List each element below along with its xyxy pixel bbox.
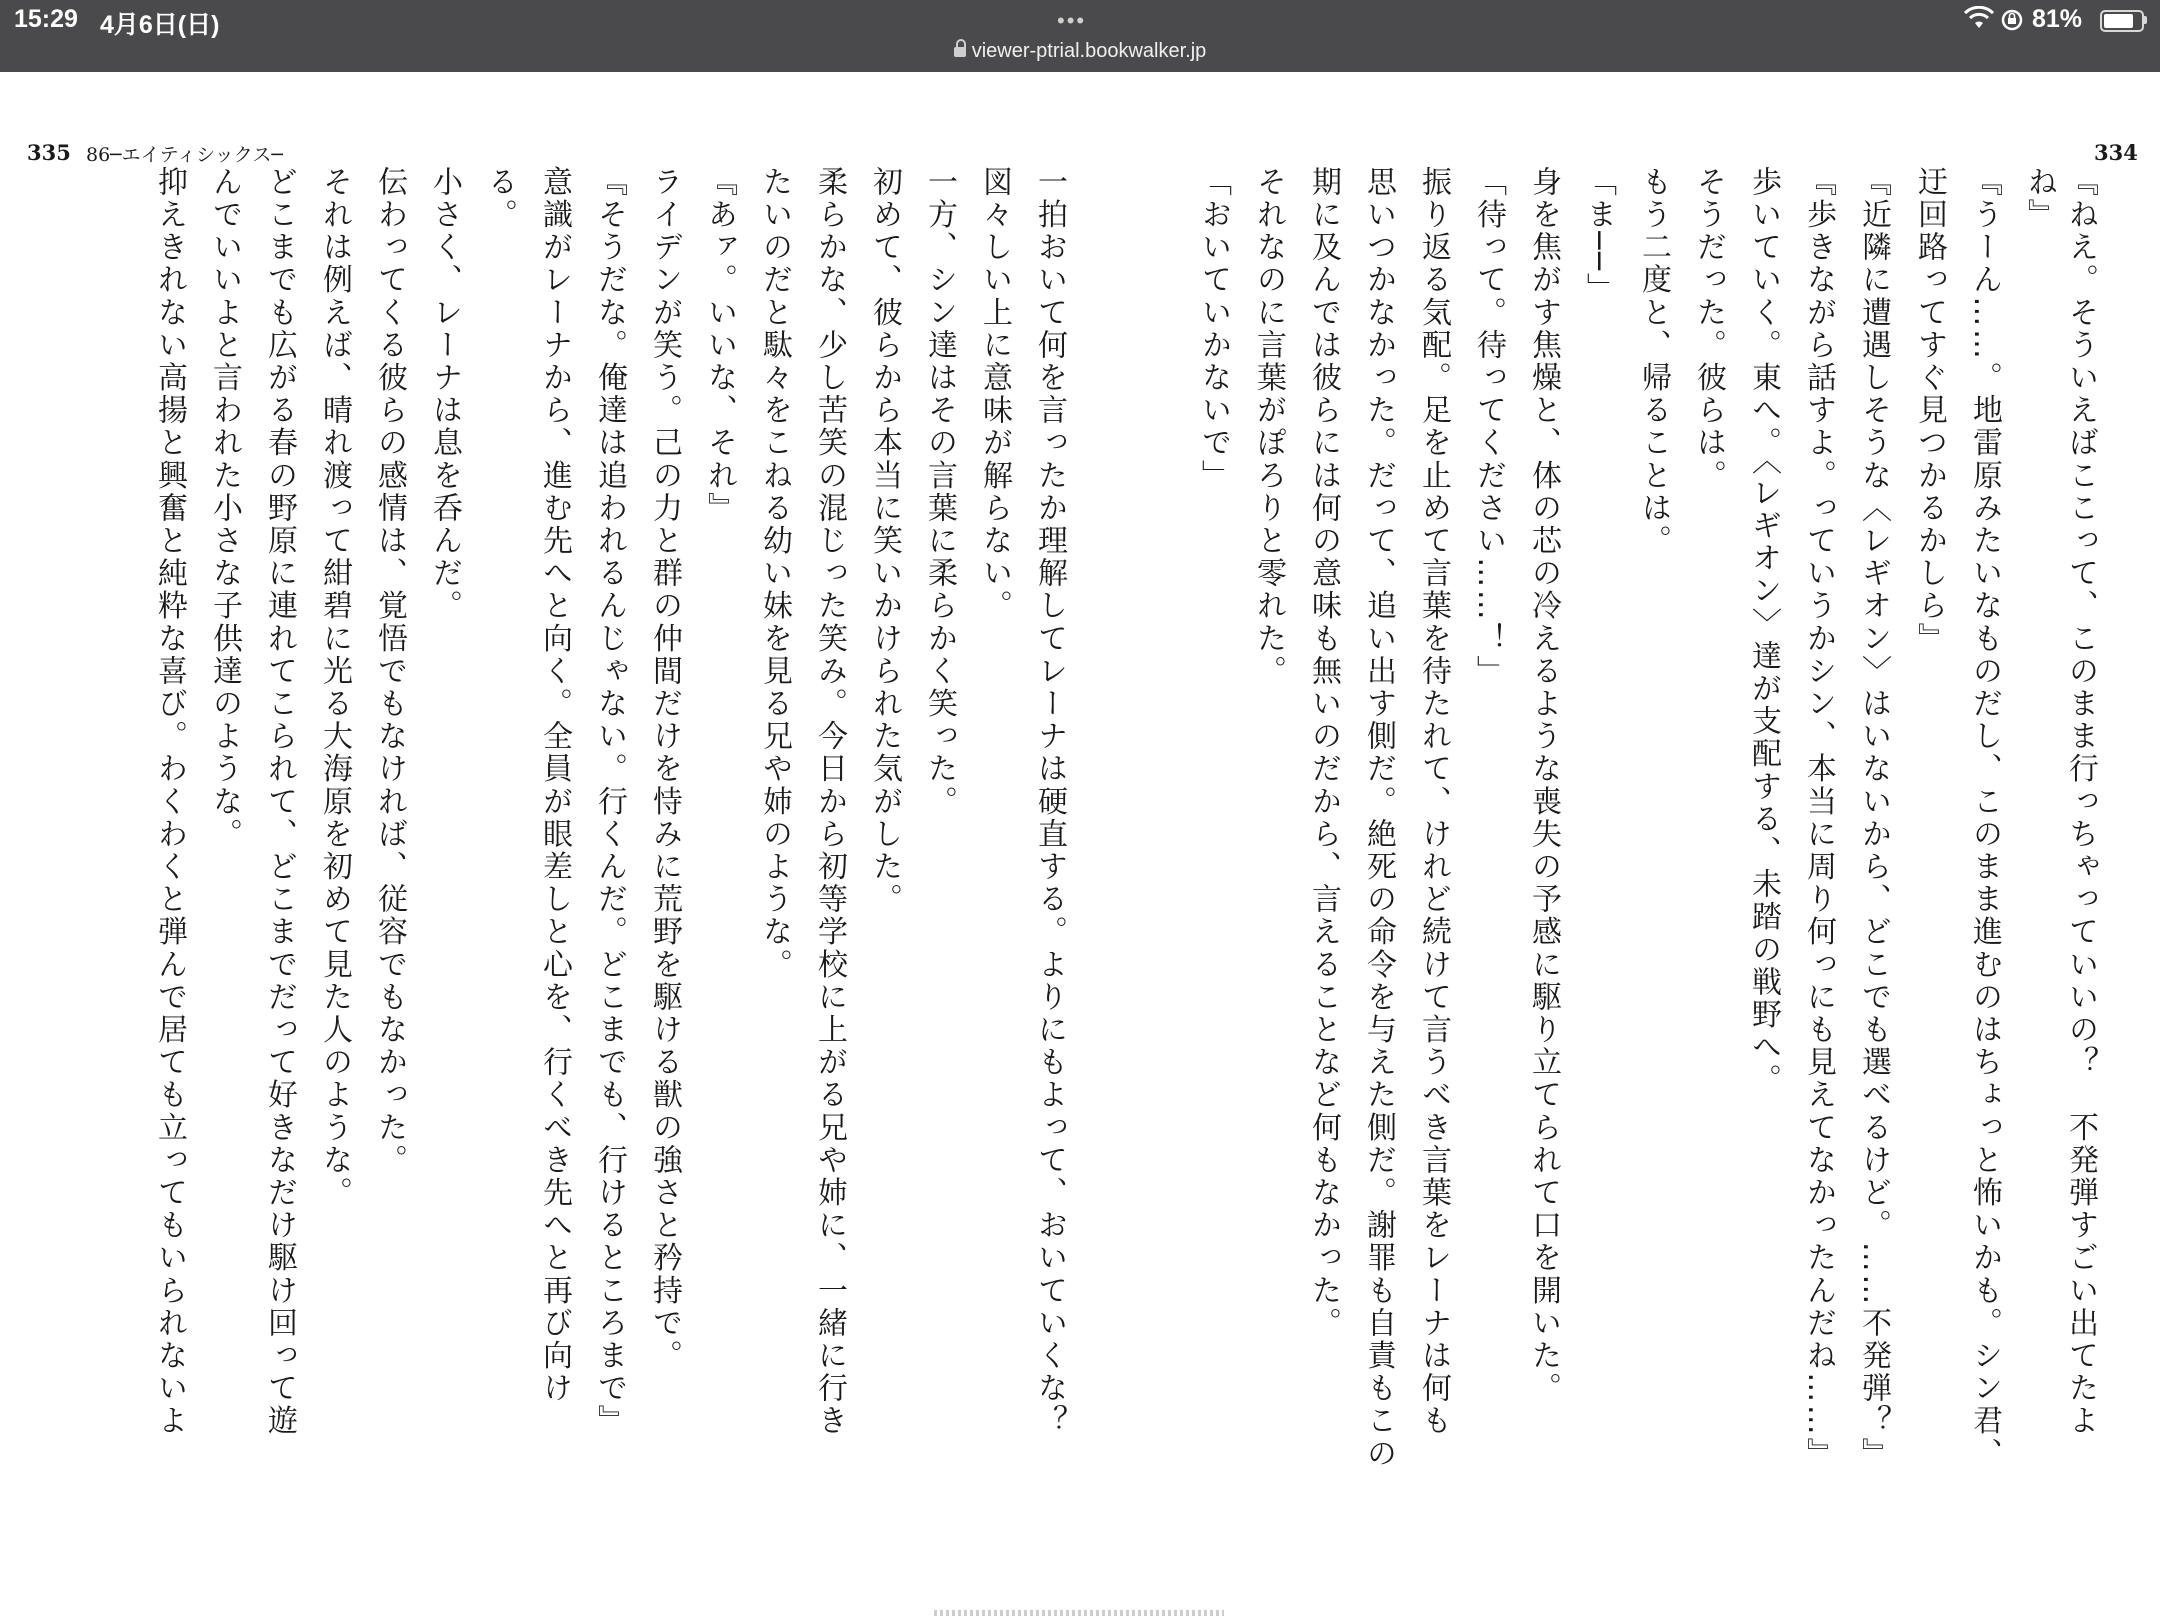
- left-page-number: 335: [27, 140, 71, 165]
- text-column: もう二度と、帰ることは。: [1636, 166, 1671, 558]
- text-column: 『うーん……。地雷原みたいなものだし、このまま進むのはちょっと怖いかも。シン君、: [1967, 166, 2002, 1470]
- text-column: 初めて、彼らから本当に笑いかけられた気がした。: [867, 166, 902, 916]
- text-column: 『あァ。いいな、それ』: [702, 166, 737, 525]
- text-column: どこまでも広がる春の野原に連れてこられて、どこまでだって好きなだけ駆け回って遊: [262, 166, 297, 1438]
- address-url: viewer-ptrial.bookwalker.jp: [971, 40, 1207, 62]
- text-column: 「ま──」: [1581, 166, 1616, 306]
- text-column: 柔らかな、少し苦笑の混じった笑み。今日から初等学校に上がる兄や姉に、一緒に行き: [812, 166, 847, 1438]
- lock-icon: [954, 47, 966, 57]
- text-column: 期に及んでは彼らには何の意味も無いのだから、言えることなど何もなかった。: [1306, 166, 1341, 1340]
- text-column: 『近隣に遭遇しそうな〈レギオン〉はいないから、どこでも選べるけど。……不発弾？』: [1856, 166, 1891, 1470]
- text-column: 身を焦がす焦燥と、体の芯の冷えるような喪失の予感に駆り立てられて口を開いた。: [1526, 166, 1561, 1405]
- text-column: 「おいていかないで」: [1196, 166, 1231, 492]
- text-column: たいのだと駄々をこねる幼い妹を見る兄や姉のような。: [757, 166, 792, 981]
- address-bar[interactable]: [0, 40, 2160, 63]
- text-column: んでいいよと言われた小さな子供達のような。: [207, 166, 242, 851]
- text-column: 歩いていく。東へ。〈レギオン〉達が支配する、未踏の戦野へ。: [1746, 166, 1781, 1097]
- battery-tip: [2144, 16, 2147, 24]
- text-column: 図々しい上に意味が解らない。: [977, 166, 1012, 623]
- battery-icon: [2100, 10, 2144, 32]
- multitask-dots-icon[interactable]: •••: [1057, 8, 1087, 33]
- status-time: 15:29: [14, 5, 78, 33]
- text-column: それなのに言葉がぽろりと零れた。: [1251, 166, 1286, 688]
- text-column: 思いつかなかった。だって、追い出す側だ。絶死の命令を与えた側だ。謝罪も自責もこの: [1361, 166, 1396, 1470]
- text-column: 意識がレーナから、進む先へと向く。全員が眼差しと心を、行くべき先へと再び向け: [537, 166, 572, 1405]
- text-column: 振り返る気配。足を止めて言葉を待たれて、けれど続けて言うべき言葉をレーナは何も: [1416, 166, 1451, 1438]
- text-column: 『ねえ。そういえばここって、このまま行っちゃっていいの？ 不発弾すごい出てたよ: [2063, 166, 2098, 1438]
- text-column: そうだった。彼らは。: [1691, 166, 1726, 492]
- status-bar: [0, 0, 2160, 72]
- wifi-icon: [1964, 6, 1994, 30]
- home-indicator[interactable]: [934, 1610, 1224, 1616]
- text-column: 「待って。待ってください……！」: [1471, 166, 1506, 688]
- text-column: 『そうだな。俺達は追われるんじゃない。行くんだ。どこまでも、行けるところまで』: [592, 166, 627, 1438]
- text-column: ライデンが笑う。己の力と群の仲間だけを恃みに荒野を駆ける獣の強さと矜持で。: [647, 166, 682, 1373]
- text-column: 一方、シン達はその言葉に柔らかく笑った。: [922, 166, 957, 818]
- text-column: 迂回路ってすぐ見つかるかしら』: [1912, 166, 1947, 655]
- text-column: 『歩きながら話すよ。っていうかシン、本当に周り何っにも見えてなかったんだね……』: [1801, 166, 1836, 1470]
- text-column: る。: [482, 166, 517, 232]
- status-date: 4月6日(日): [100, 11, 220, 39]
- battery-level: [2104, 14, 2133, 28]
- text-column: 小さく、レーナは息を呑んだ。: [427, 166, 462, 623]
- text-column: それは例えば、晴れ渡って紺碧に光る大海原を初めて見た人のような。: [317, 166, 352, 1210]
- text-column: 伝わってくる彼らの感情は、覚悟でもなければ、従容でもなかった。: [372, 166, 407, 1177]
- rotation-lock-icon: [2000, 8, 2024, 32]
- text-column: 抑えきれない高揚と興奮と純粋な喜び。わくわくと弾んで居ても立ってもいられないよ: [152, 166, 187, 1438]
- running-title: 86─エイティシックス─: [86, 144, 283, 166]
- text-column: 一拍おいて何を言ったか理解してレーナは硬直する。よりにもよって、おいていくな？: [1032, 166, 1067, 1438]
- battery-percent: 81%: [2032, 5, 2083, 33]
- right-page-number: 334: [2094, 140, 2138, 165]
- text-column: ね』: [2022, 166, 2057, 232]
